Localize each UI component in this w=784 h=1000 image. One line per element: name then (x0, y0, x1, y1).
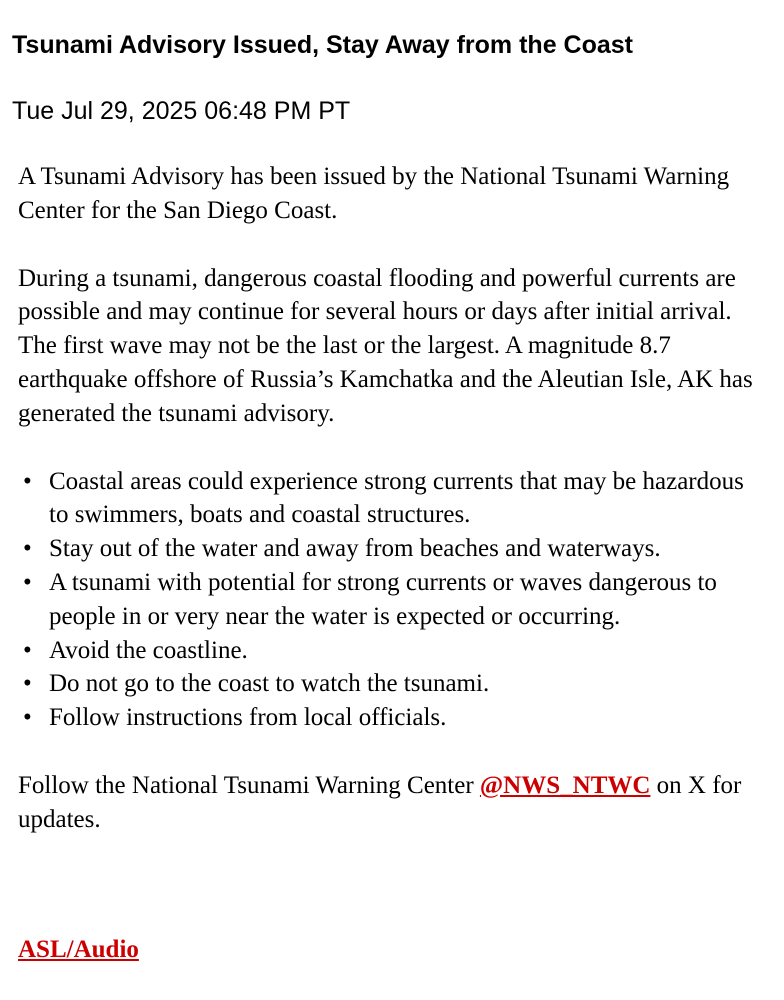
list-item (18, 634, 764, 668)
asl-audio-link[interactable]: ASL/Audio (18, 936, 139, 963)
bullet-icon: • (23, 535, 32, 563)
list-item-text: Do not go to the coast to watch the tsunami. (49, 670, 490, 698)
list-item (18, 701, 764, 735)
bullet-icon: • (23, 467, 32, 495)
list-item (18, 465, 764, 533)
list-item (18, 532, 764, 566)
advisory-body (18, 160, 764, 837)
list-item (18, 566, 764, 634)
list-item (18, 667, 764, 701)
list-item-text: Follow instructions from local officials. (49, 704, 447, 732)
list-item-text: Stay out of the water and away from beaches and waterways. (49, 535, 661, 563)
follow-suffix: on X for updates. (18, 771, 742, 833)
bullet-icon: • (23, 670, 32, 698)
safety-list (18, 465, 764, 735)
list-item-text: A tsunami with potential for strong currents or waves dangerous to people in or very near the water is expected or occurring. (49, 568, 717, 630)
asl-audio-paragraph (18, 933, 139, 967)
follow-paragraph (18, 769, 764, 837)
bullet-icon: • (23, 636, 32, 664)
bullet-icon: • (23, 704, 32, 732)
intro-paragraph: A Tsunami Advisory has been issued by the National Tsunami Warning Center for the San Diego Coast. (18, 163, 730, 224)
page-title: Tsunami Advisory Issued, Stay Away from the Coast (12, 31, 634, 59)
ntwc-x-link[interactable]: @NWS_NTWC (479, 771, 651, 799)
follow-prefix: Follow the National Tsunami Warning Center (18, 771, 480, 799)
details-paragraph: During a tsunami, dangerous coastal flooding and powerful currents are possible and may continue for several hours or days after initial arrival. The first wave may not be the last or the largest. A magnitude 8.7 earthquake offshore of Russia’s Kamchatka and the Aleutian Isle, AK has generated the tsunami advisory. (18, 264, 753, 427)
bullet-icon: • (23, 568, 32, 596)
list-item-text: Avoid the coastline. (49, 636, 248, 664)
list-item-text: Coastal areas could experience strong currents that may be hazardous to swimmers, boats and coastal structures. (49, 467, 744, 529)
timestamp: Tue Jul 29, 2025 06:48 PM PT (12, 97, 351, 125)
